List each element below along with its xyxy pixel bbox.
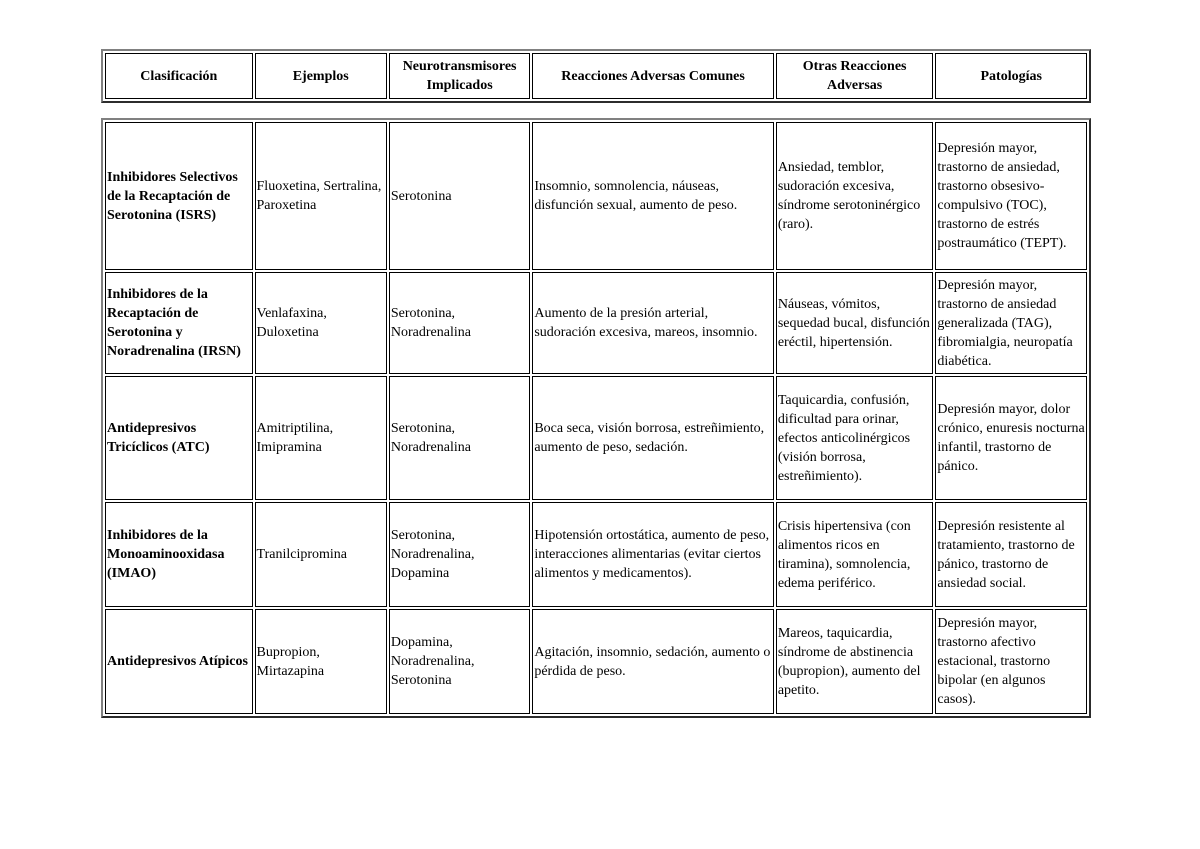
cell-patologias: Depresión mayor, trastorno de ansiedad, trastorno obsesivo-compulsivo (TOC), trastorno de estrés postraumático (TEPT). [935,122,1087,270]
data-table [101,118,1091,718]
cell-neurotransmisores: Serotonina [389,122,530,270]
cell-patologias: Depresión mayor, dolor crónico, enuresis nocturna infantil, trastorno de pánico. [935,376,1087,500]
header-reacciones-comunes: Reacciones Adversas Comunes [532,53,773,99]
cell-neurotransmisores: Serotonina, Noradrenalina, Dopamina [389,502,530,607]
cell-ejemplos: Venlafaxina, Duloxetina [255,272,387,374]
cell-otras-reacciones: Taquicardia, confusión, dificultad para orinar, efectos anticolinérgicos (visión borrosa, estreñimiento). [776,376,934,500]
table-row [105,272,1087,374]
header-clasificacion: Clasificación [105,53,253,99]
cell-otras-reacciones: Ansiedad, temblor, sudoración excesiva, síndrome serotoninérgico (raro). [776,122,934,270]
cell-reacciones-comunes: Agitación, insomnio, sedación, aumento o pérdida de peso. [532,609,773,714]
cell-reacciones-comunes: Aumento de la presión arterial, sudoración excesiva, mareos, insomnio. [532,272,773,374]
cell-otras-reacciones: Mareos, taquicardia, síndrome de abstinencia (bupropion), aumento del apetito. [776,609,934,714]
header-neurotransmisores: Neurotransmisores Implicados [389,53,530,99]
cell-ejemplos: Tranilcipromina [255,502,387,607]
header-table [101,49,1091,103]
cell-ejemplos: Amitriptilina, Imipramina [255,376,387,500]
header-row [105,53,1087,99]
cell-clasificacion: Inhibidores de la Recaptación de Serotonina y Noradrenalina (IRSN) [105,272,253,374]
cell-neurotransmisores: Dopamina, Noradrenalina, Serotonina [389,609,530,714]
cell-patologias: Depresión mayor, trastorno afectivo estacional, trastorno bipolar (en algunos casos). [935,609,1087,714]
cell-otras-reacciones: Náuseas, vómitos, sequedad bucal, disfunción eréctil, hipertensión. [776,272,934,374]
cell-otras-reacciones: Crisis hipertensiva (con alimentos ricos en tiramina), somnolencia, edema periférico. [776,502,934,607]
table-row [105,376,1087,500]
cell-reacciones-comunes: Insomnio, somnolencia, náuseas, disfunción sexual, aumento de peso. [532,122,773,270]
cell-reacciones-comunes: Hipotensión ortostática, aumento de peso, interacciones alimentarias (evitar ciertos alimentos y medicamentos). [532,502,773,607]
cell-patologias: Depresión resistente al tratamiento, trastorno de pánico, trastorno de ansiedad social. [935,502,1087,607]
header-ejemplos: Ejemplos [255,53,387,99]
cell-reacciones-comunes: Boca seca, visión borrosa, estreñimiento, aumento de peso, sedación. [532,376,773,500]
cell-clasificacion: Inhibidores Selectivos de la Recaptación de Serotonina (ISRS) [105,122,253,270]
table-row [105,609,1087,714]
cell-ejemplos: Bupropion, Mirtazapina [255,609,387,714]
table-row [105,122,1087,270]
cell-ejemplos: Fluoxetina, Sertralina, Paroxetina [255,122,387,270]
cell-patologias: Depresión mayor, trastorno de ansiedad generalizada (TAG), fibromialgia, neuropatía diabética. [935,272,1087,374]
cell-clasificacion: Antidepresivos Tricíclicos (ATC) [105,376,253,500]
cell-clasificacion: Inhibidores de la Monoaminooxidasa (IMAO) [105,502,253,607]
table-row [105,502,1087,607]
cell-clasificacion: Antidepresivos Atípicos [105,609,253,714]
cell-neurotransmisores: Serotonina, Noradrenalina [389,272,530,374]
header-otras-reacciones: Otras Reacciones Adversas [776,53,934,99]
cell-neurotransmisores: Serotonina, Noradrenalina [389,376,530,500]
header-patologias: Patologías [935,53,1087,99]
